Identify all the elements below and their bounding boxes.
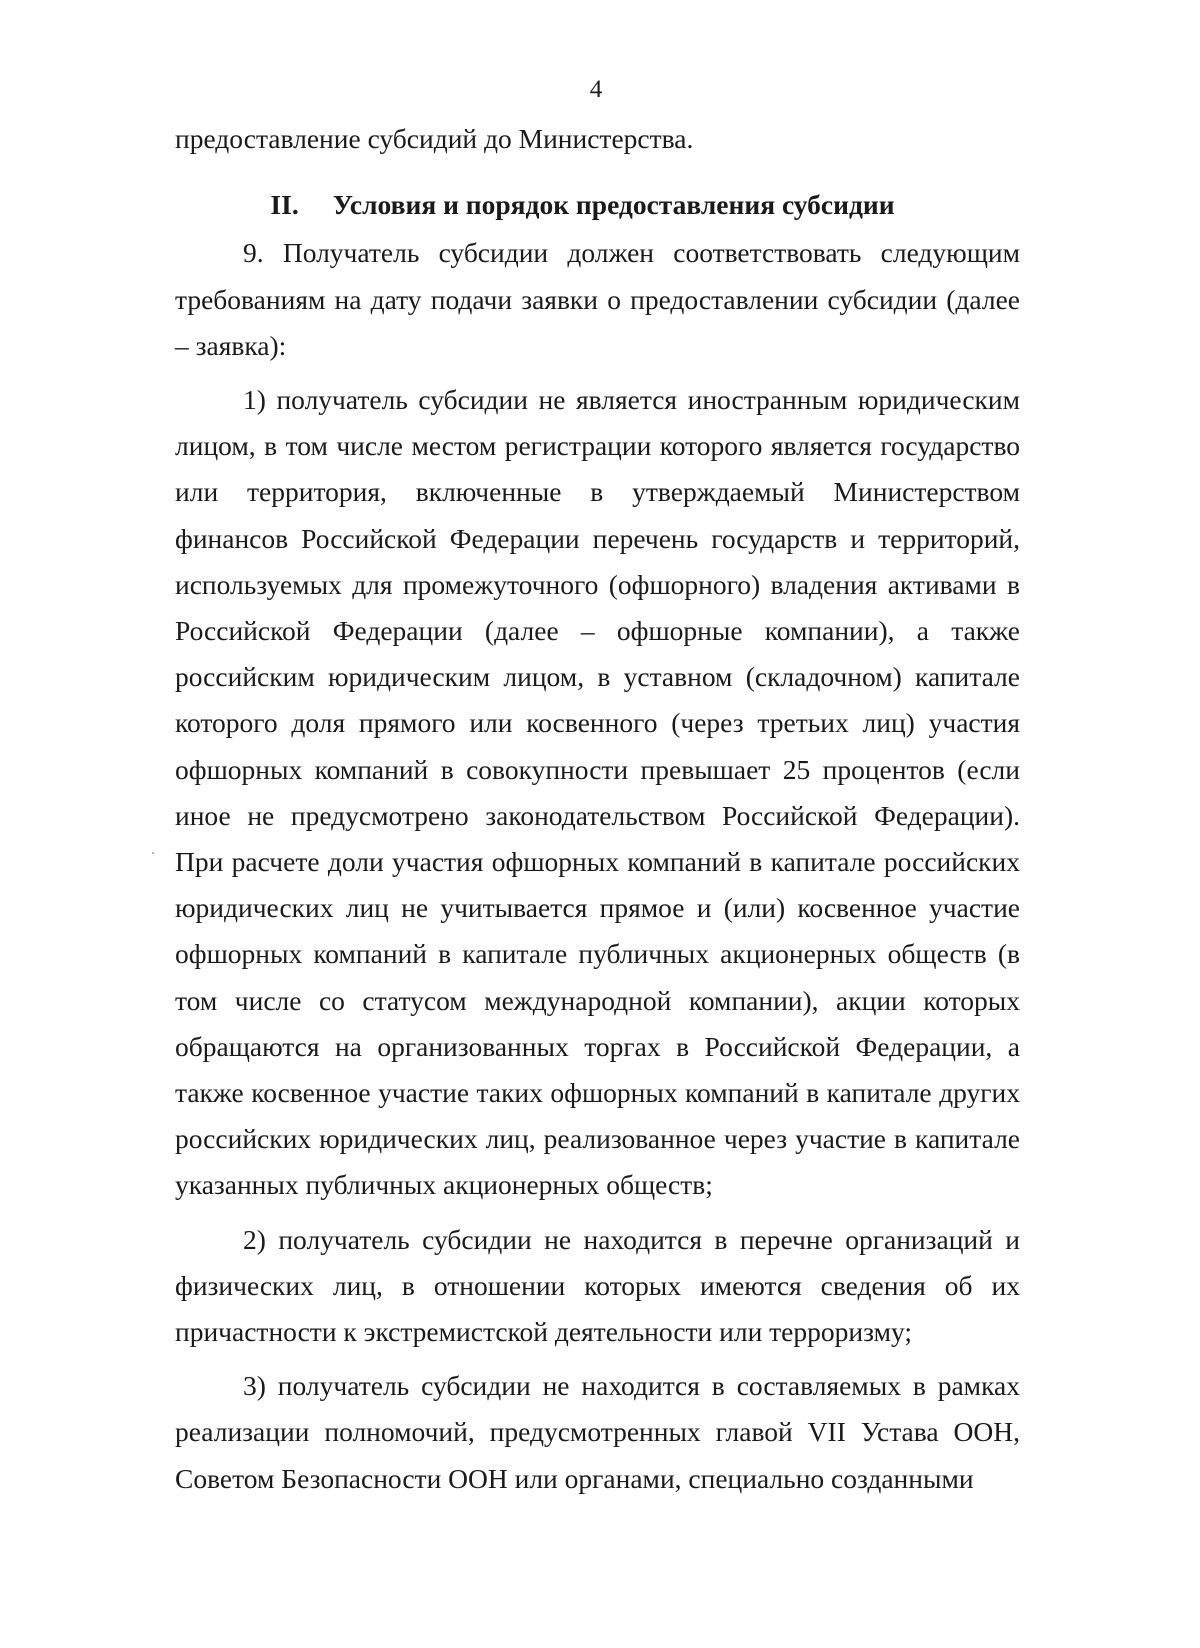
paragraph-continuation: предоставление субсидий до Министерства. bbox=[175, 123, 694, 154]
paragraph-subitem-3: 3) получатель субсидии не находится в составляемых в рамках реализации полномочий, предусмотренных главой VII Устава ООН, Советом Безопасности ООН или органами, специально созданными bbox=[175, 1370, 1020, 1494]
section-numeral: II. bbox=[270, 189, 299, 221]
section-heading bbox=[175, 182, 1020, 228]
page-number: 4 bbox=[589, 76, 603, 103]
scan-speck bbox=[152, 852, 154, 854]
paragraph-subitem-1: 1) получатель субсидии не является иностранным юридическим лицом, в том числе местом регистрации которого является государство или территория, включенные в утверждаемый Министерством финансов Российской Федерации перечень государств и территорий, используемых для промежуточного (офшорного) владения активами в Российской Федерации (далее – офшорные компании), а также российским юридическим лицом, в уставном (складочном) капитале которого доля прямого или косвенного (через третьих лиц) участия офшорных компаний в совокупности превышает 25 процентов (если иное не предусмотрено законодательством Российской Федерации). При расчете доли участия офшорных компаний в капитале российских юридических лиц не учитывается прямое и (или) косвенное участие офшорных компаний в капитале публичных акционерных обществ (в том числе со статусом международной компании), акции которых обращаются на организованных торгах в Российской Федерации, а также косвенное участие таких офшорных компаний в капитале других российских юридических лиц, реализованное через участие в капитале указанных публичных акционерных обществ; bbox=[175, 384, 1020, 1201]
document-body bbox=[175, 116, 1020, 1502]
section-title: Условия и порядок предоставления субсидии bbox=[332, 189, 895, 221]
paragraph-subitem-2: 2) получатель субсидии не находится в перечне организаций и физических лиц, в отношении которых имеются сведения об их причастности к экстремистской деятельности или терроризму; bbox=[175, 1223, 1020, 1348]
paragraph-item-9: 9. Получатель субсидии должен соответствовать следующим требованиям на дату подачи заявки о предоставлении субсидии (далее – заявка): bbox=[175, 237, 1020, 361]
